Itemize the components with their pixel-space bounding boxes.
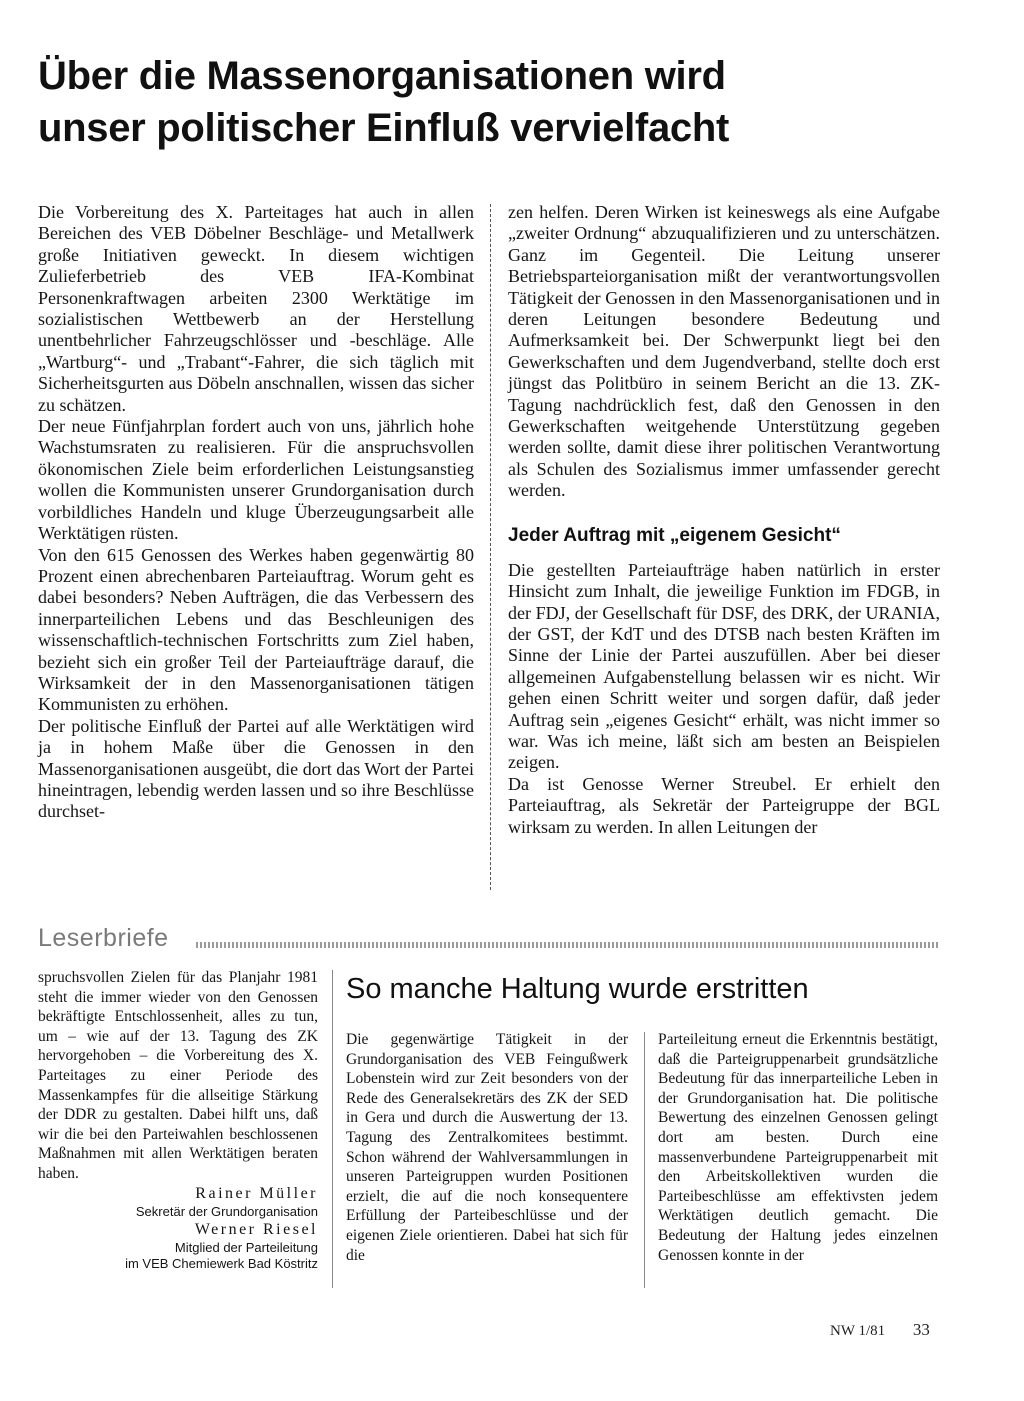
headline-line-1: Über die Massenorganisationen wird	[38, 54, 726, 98]
paragraph: Da ist Genosse Werner Streubel. Er erhielt den Parteiauftrag, als Sekretär der Parteigruppe der BGL wirksam zu werden. In allen Leitungen der	[508, 773, 940, 837]
paragraph: Der neue Fünfjahrplan fordert auch von uns, jährlich hohe Wachstumsraten zu realisieren. Für die anspruchsvollen ökonomischen Ziele beim erforderlichen Leistungsanstieg wollen die Kommunisten unserer Grundorganisation durch vorbildliches Handeln und kluge Überzeugungsarbeit alle Werktätigen rüsten.	[38, 416, 474, 544]
paragraph: Parteileitung erneut die Erkenntnis bestätigt, daß die Parteigruppenarbeit grundsätzliche Bedeutung für das innerparteiliche Leben in der Grundorganisation hat. Die politische Bewertung des einzelnen Genossen gelingt dort am besten. Durch eine massenverbundene Parteigruppenarbeit mit den Arbeitskollektiven wurden die Parteibeschlüsse am effektivsten jedem Werktätigen deutlich gemacht. Die Bedeutung der Haltung jedes einzelnen Genossen konnte in der	[658, 1031, 938, 1264]
letter-column-middle	[346, 1030, 628, 1265]
paragraph: Die Vorbereitung des X. Parteitages hat auch in allen Bereichen des VEB Döbelner Beschläge- und Metallwerk große Initiativen geweckt. In diesem wichtigen Zulieferbetrieb des VEB IFA-Kombinat Personenkraftwagen arbeiten 2300 Werktätige im sozialistischen Wettbewerb an der Herstellung unentbehrlicher Fahrzeugschlösser und -beschläge. Alle „Wartburg“- und „Trabant“-Fahrer, die sich täglich mit Sicherheitsgurten aus Döbeln anschnallen, wissen das sicher zu schätzen.	[38, 202, 474, 415]
paragraph: Die gestellten Parteiaufträge haben natürlich in erster Hinsicht zum Inhalt, die jeweilige Funktion im FDGB, in der FDJ, der Gesellschaft für DSF, des DRK, der URANIA, der GST, der KdT und des DTSB nach besten Kräften im Sinne der Linie der Partei auszufüllen. Aber bei dieser allgemeinen Aufgabenstellung belassen wir es nicht. Wir gehen einen Schritt weiter und sorgen dafür, daß jeder Auftrag sein „eigenes Gesicht“ erhält, was nicht immer so war. Was ich meine, läßt sich am besten an Beispielen zeigen.	[508, 559, 940, 773]
section-rule	[196, 942, 940, 948]
paragraph: Die gegenwärtige Tätigkeit in der Grundorganisation des VEB Feingußwerk Lobenstein wird zur Zeit besonders von der Rede des Generalsekretärs des ZK der SED in Gera und durch die Auswertung der 13. Tagung des Zentralkomitees bestimmt. Schon während der Wahlversammlungen in unseren Parteigruppen wurden Positionen erzielt, die auf die noch konsequentere Erfüllung der Parteibeschlüsse und der eigenen Ziele orientieren. Dabei hat sich für die	[346, 1031, 628, 1264]
article-column-left	[38, 202, 474, 823]
page-footer	[830, 1320, 930, 1340]
letter-column-right	[658, 1030, 938, 1265]
paragraph: Von den 615 Genossen des Werkes haben gegenwärtig 80 Prozent einen abrechenbaren Parteiauftrag. Worum geht es dabei besonders? Neben Aufträgen, die das Verbessern des innerparteilichen Lebens und das Beschleunigen des wissenschaftlich-technischen Fortschritts zum Ziel haben, bezieht sich ein großer Teil der Parteiaufträge darauf, die Wirksamkeit der in den Massenorganisationen tätigen Kommunisten zu erhöhen.	[38, 544, 474, 715]
signature-role: im VEB Chemiewerk Bad Köstritz	[125, 1255, 318, 1271]
letter-headline: So manche Haltung wurde erstritten	[346, 973, 809, 1005]
journal-issue: NW 1/81	[830, 1323, 886, 1339]
headline-line-2: unser politischer Einfluß vervielfacht	[38, 106, 730, 150]
signature-block	[38, 1184, 318, 1272]
signature-role: Sekretär der Grundorganisation	[135, 1203, 318, 1219]
paragraph: spruchsvollen Zielen für das Planjahr 1981 steht die immer wieder von den Genossen bekräftigte Entschlossenheit, alles zu tun, um – wie auf der 13. Tagung des ZK hervorgehoben – die Vorbereitung des X. Parteitages zu einer Periode des Massenkampfes für die allseitige Stärkung der DDR zu gestalten. Dabei hilft uns, daß wir die bei den Parteiwahlen beschlossenen Maßnahmen mit allen Werktätigen beraten haben.	[38, 969, 318, 1182]
page-number: 33	[912, 1320, 930, 1339]
column-divider	[644, 1032, 645, 1288]
signature-name: Werner Riesel	[194, 1220, 318, 1238]
signature-name: Rainer Müller	[195, 1184, 318, 1202]
letter-column-left	[38, 968, 318, 1272]
article-subheading: Jeder Auftrag mit „eigenem Gesicht“	[508, 524, 841, 546]
article-column-right	[508, 202, 940, 838]
paragraph: Der politische Einfluß der Partei auf alle Werktätigen wird ja in hohem Maße über die Genossen in den Massenorganisationen ausgeübt, die dort das Wort der Partei hineintragen, lebendig werden lassen und so ihre Beschlüsse durchset-	[38, 715, 474, 822]
column-divider	[490, 204, 491, 890]
column-divider	[332, 970, 333, 1288]
paragraph: zen helfen. Deren Wirken ist keineswegs als eine Aufgabe „zweiter Ordnung“ abzuqualifizieren und zu unterschätzen. Ganz im Gegenteil. Die Leitung unserer Betriebsparteiorganisation mißt der verantwortungsvollen Tätigkeit der Genossen in den Massenorganisationen und in deren Leitungen besondere Bedeutung und Aufmerksamkeit bei. Der Schwerpunkt liegt bei den Gewerkschaften und dem Jugendverband, stellte doch erst jüngst das Politbüro in seinem Bericht an die 13. ZK-Tagung nachdrücklich fest, daß den Genossen in den Gewerkschaften weitgehende Unterstützung gegeben werden sollte, damit diese ihrer politischen Verantwortung als Schulen des Sozialismus immer umfassender gerecht werden.	[508, 202, 940, 501]
article-headline	[38, 50, 938, 154]
section-label-leserbriefe: Leserbriefe	[38, 924, 169, 952]
signature-role: Mitglied der Parteileitung	[174, 1239, 318, 1255]
